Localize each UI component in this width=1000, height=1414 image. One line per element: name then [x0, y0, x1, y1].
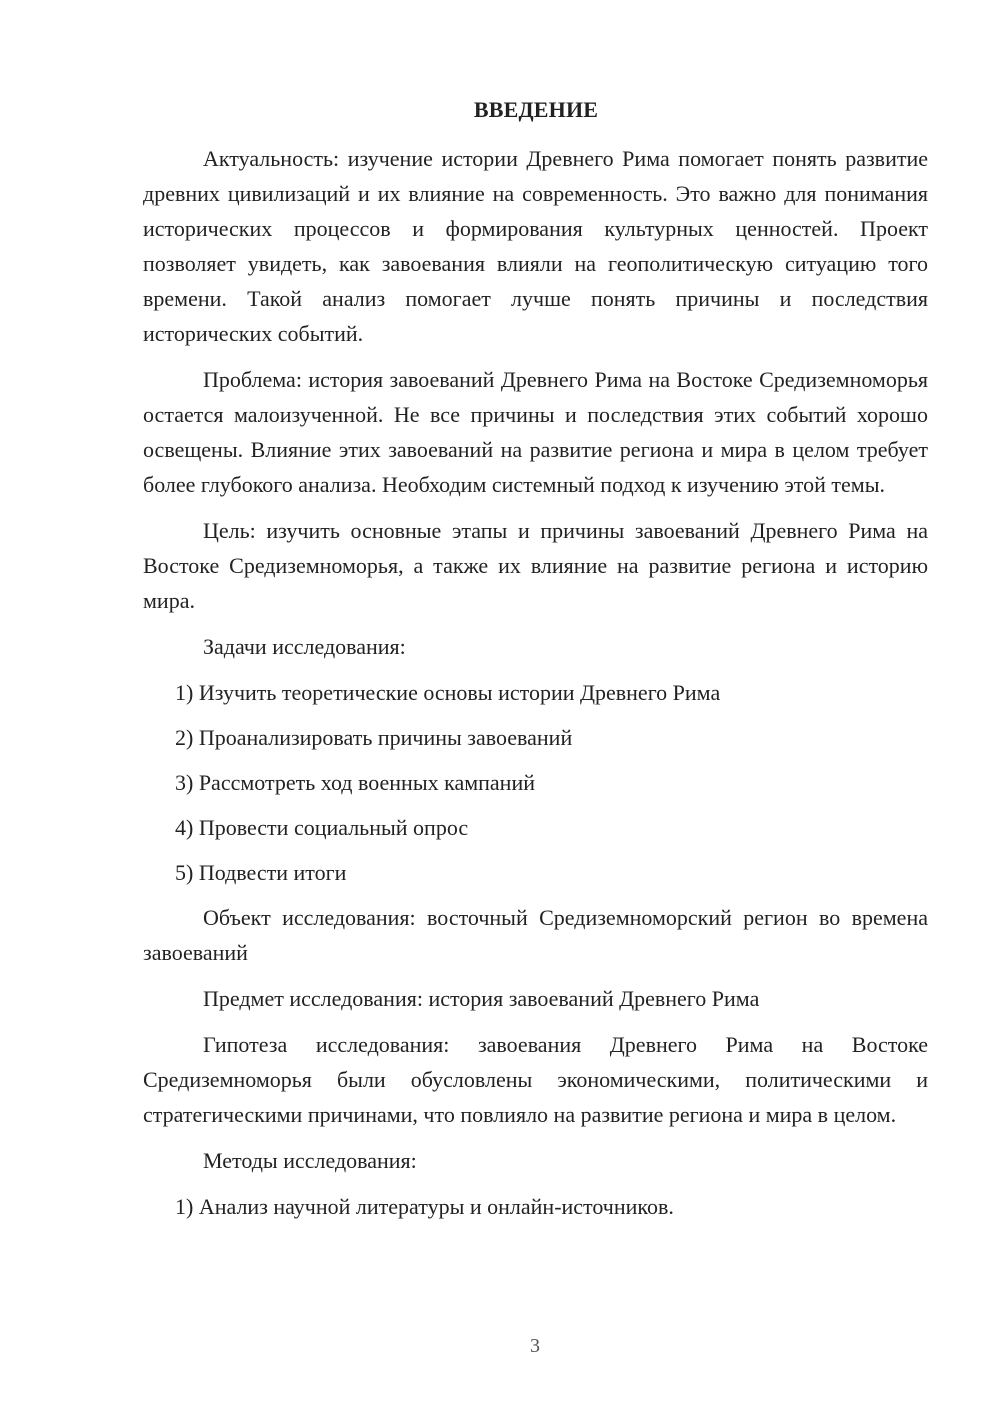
tasks-heading: Задачи исследования: [203, 634, 406, 659]
list-item: 4) Провести социальный опрос [175, 815, 469, 840]
methods-list [143, 1189, 928, 1224]
document-body [143, 141, 928, 1234]
page-title: ВВЕДЕНИЕ [473, 97, 599, 122]
tasks-list [143, 675, 928, 890]
page-number: 3 [530, 1335, 540, 1357]
hypothesis-paragraph: Гипотеза исследования: завоевания Древнего Рима на Востоке Средиземноморья были обусловлены экономическими, политическими и стратегическими причинами, что повлияло на развитие региона и мира в целом. [143, 1032, 928, 1127]
problem-paragraph: Проблема: история завоеваний Древнего Рима на Востоке Средиземноморья остается малоизученной. Не все причины и последствия этих событий хорошо освещены. Влияние этих завоеваний на развитие региона и мира в целом требует более глубокого анализа. Необходим системный подход к изучению этой темы. [143, 367, 928, 497]
relevance-paragraph: Актуальность: изучение истории Древнего Рима помогает понять развитие древних цивилизаций и их влияние на современность. Это важно для понимания исторических процессов и формирования культурных ценностей. Проект позволяет увидеть, как завоевания влияли на геополитическую ситуацию того времени. Такой анализ помогает лучше понять причины и последствия исторических событий. [143, 146, 928, 346]
list-item: 3) Рассмотреть ход военных кампаний [175, 770, 536, 795]
object-paragraph: Объект исследования: восточный Средиземноморский регион во времена завоеваний [143, 905, 928, 965]
list-item: 5) Подвести итоги [175, 860, 347, 885]
subject-paragraph: Предмет исследования: история завоеваний Древнего Рима [203, 986, 760, 1011]
list-item: 1) Изучить теоретические основы истории Древнего Рима [175, 680, 721, 705]
list-item: 2) Проанализировать причины завоеваний [175, 725, 573, 750]
goal-paragraph: Цель: изучить основные этапы и причины завоеваний Древнего Рима на Востоке Средиземноморья, а также их влияние на развитие региона и историю мира. [143, 518, 928, 613]
methods-heading: Методы исследования: [203, 1148, 417, 1173]
list-item: 1) Анализ научной литературы и онлайн-источников. [175, 1194, 674, 1219]
